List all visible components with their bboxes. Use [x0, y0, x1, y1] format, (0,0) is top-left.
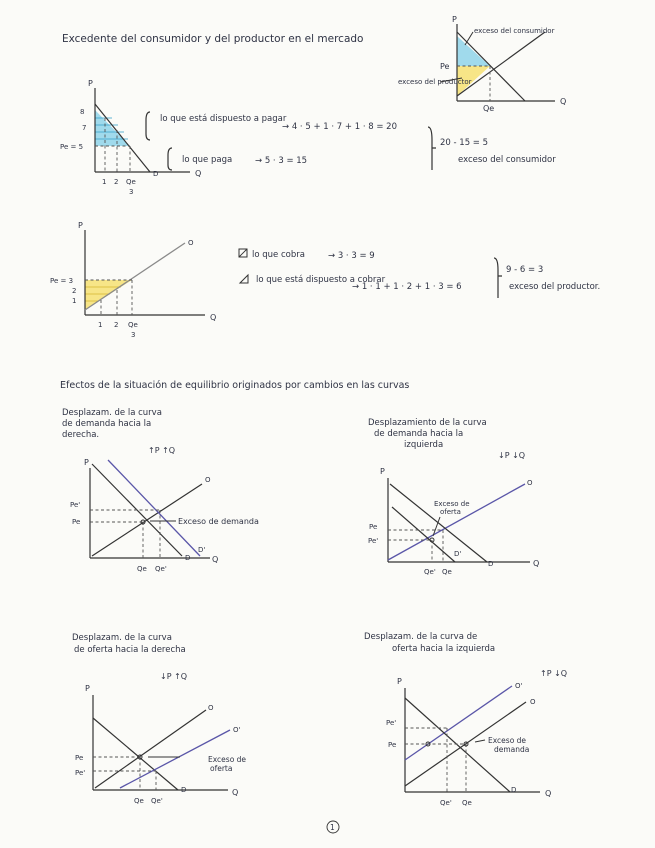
svg-text:D: D	[488, 560, 494, 568]
svg-text:2: 2	[114, 178, 119, 186]
svg-text:D: D	[185, 554, 191, 562]
svg-text:O: O	[205, 476, 211, 484]
consumer-surplus-label: exceso del consumidor	[474, 27, 555, 35]
svg-text:Q: Q	[210, 313, 217, 322]
svg-text:2: 2	[114, 321, 119, 329]
svg-text:Pe': Pe'	[368, 537, 379, 545]
svg-text:D: D	[511, 786, 517, 794]
svg-text:O': O'	[233, 726, 241, 734]
svg-text:D': D'	[454, 550, 462, 558]
graph2-note: Exceso de oferta	[434, 500, 470, 516]
page-number: 1	[330, 823, 335, 832]
effects-title: Efectos de la situación de equilibrio originados por cambios en las curvas	[60, 380, 410, 391]
svg-text:P: P	[88, 79, 93, 88]
svg-text:Qe': Qe'	[424, 568, 436, 576]
svg-text:8: 8	[80, 108, 85, 116]
svg-text:O: O	[527, 479, 533, 487]
svg-text:1: 1	[72, 297, 77, 305]
page-title: Excedente del consumidor y del productor en el mercado	[62, 33, 364, 45]
graph3-note: Exceso de oferta	[208, 755, 247, 773]
svg-text:→ 5 · 3 = 15: → 5 · 3 = 15	[255, 156, 308, 166]
graph1-title: Desplazam. de la curva de demanda hacia la derecha.	[62, 408, 162, 440]
graph2-title: Desplazamiento de la curva de demanda hacia la izquierda	[368, 418, 487, 450]
svg-text:20 - 15 = 5: 20 - 15 = 5	[440, 138, 489, 148]
svg-text:P: P	[397, 677, 402, 686]
svg-text:Q: Q	[545, 789, 552, 798]
pe-label: Pe	[440, 62, 450, 71]
svg-text:Qe: Qe	[442, 568, 452, 576]
svg-text:Pe = 5: Pe = 5	[60, 143, 84, 151]
producer-surplus-label: exceso del productor	[398, 78, 472, 86]
top-surplus-graph	[398, 15, 566, 113]
svg-text:lo que está dispuesto a pagar: lo que está dispuesto a pagar	[160, 114, 287, 124]
svg-text:O: O	[208, 704, 214, 712]
svg-text:Pe: Pe	[72, 518, 81, 526]
svg-text:O: O	[530, 698, 536, 706]
svg-text:Pe': Pe'	[70, 501, 81, 509]
axis-q-label: Q	[560, 97, 567, 106]
qe-label: Qe	[483, 104, 495, 113]
graph4-title: Desplazam. de la curva de oferta hacia la izquierda	[364, 632, 496, 654]
svg-text:Pe: Pe	[388, 741, 397, 749]
svg-text:Exceso de demanda: Exceso de demanda	[178, 517, 259, 526]
svg-text:9 - 6 = 3: 9 - 6 = 3	[506, 265, 544, 275]
svg-text:Pe': Pe'	[75, 769, 86, 777]
svg-text:Qe: Qe	[128, 321, 138, 329]
svg-text:Q: Q	[212, 555, 219, 564]
svg-text:Qe': Qe'	[440, 799, 452, 807]
graph-supply-right	[72, 633, 248, 805]
svg-text:↓P ↑Q: ↓P ↑Q	[160, 672, 188, 681]
axis-p-label: P	[452, 15, 457, 24]
svg-text:Qe': Qe'	[151, 797, 163, 805]
graph-demand-left	[368, 418, 539, 576]
svg-text:lo que está dispuesto a cobrar: lo que está dispuesto a cobrar	[256, 275, 386, 285]
graph-demand-right	[62, 408, 259, 573]
svg-text:D': D'	[198, 546, 206, 554]
svg-text:Pe: Pe	[369, 523, 378, 531]
svg-text:Pe': Pe'	[386, 719, 397, 727]
svg-text:2: 2	[72, 287, 77, 295]
svg-text:D: D	[153, 170, 159, 178]
svg-text:Pe = 3: Pe = 3	[50, 277, 74, 285]
svg-text:lo que cobra: lo que cobra	[252, 250, 305, 260]
graph3-title: Desplazam. de la curva de oferta hacia la derecha	[72, 633, 186, 655]
producer-surplus-graph	[50, 221, 600, 339]
svg-text:O: O	[188, 239, 194, 247]
svg-text:↑P ↑Q: ↑P ↑Q	[148, 446, 176, 455]
svg-text:O': O'	[515, 682, 523, 690]
consumer-surplus-graph	[60, 79, 556, 196]
svg-text:3: 3	[131, 331, 136, 339]
svg-text:P: P	[78, 221, 83, 230]
svg-text:7: 7	[82, 124, 87, 132]
svg-text:Qe: Qe	[126, 178, 136, 186]
graph-supply-left	[364, 632, 567, 807]
svg-text:Q: Q	[232, 788, 239, 797]
svg-text:Qe: Qe	[137, 565, 147, 573]
svg-text:↓P ↓Q: ↓P ↓Q	[498, 451, 526, 460]
svg-text:exceso del consumidor: exceso del consumidor	[458, 155, 556, 165]
graph4-note: Exceso de demanda	[488, 736, 530, 754]
svg-text:Qe: Qe	[462, 799, 472, 807]
consumer-surplus-area	[457, 36, 490, 66]
svg-text:Qe: Qe	[134, 797, 144, 805]
svg-text:→ 1 · 1 + 1 · 2 + 1 · 3 = 6: → 1 · 1 + 1 · 2 + 1 · 3 = 6	[352, 282, 462, 292]
svg-text:↑P ↓Q: ↑P ↓Q	[540, 669, 568, 678]
svg-text:Qe': Qe'	[155, 565, 167, 573]
svg-text:P: P	[380, 467, 385, 476]
svg-text:→ 3 · 3 = 9: → 3 · 3 = 9	[328, 251, 375, 261]
svg-text:1: 1	[102, 178, 107, 186]
svg-text:exceso del productor.: exceso del productor.	[509, 282, 601, 292]
svg-text:→ 4 · 5 + 1 · 7 + 1 · 8 = 20: → 4 · 5 + 1 · 7 + 1 · 8 = 20	[282, 122, 397, 132]
svg-text:P: P	[85, 684, 90, 693]
svg-text:Q: Q	[195, 169, 202, 178]
svg-text:Q: Q	[533, 559, 540, 568]
svg-text:P: P	[84, 458, 89, 467]
svg-text:D: D	[181, 786, 187, 794]
svg-text:lo que paga: lo que paga	[182, 155, 233, 165]
svg-text:Pe: Pe	[75, 754, 84, 762]
svg-text:1: 1	[98, 321, 103, 329]
svg-text:3: 3	[129, 188, 134, 196]
